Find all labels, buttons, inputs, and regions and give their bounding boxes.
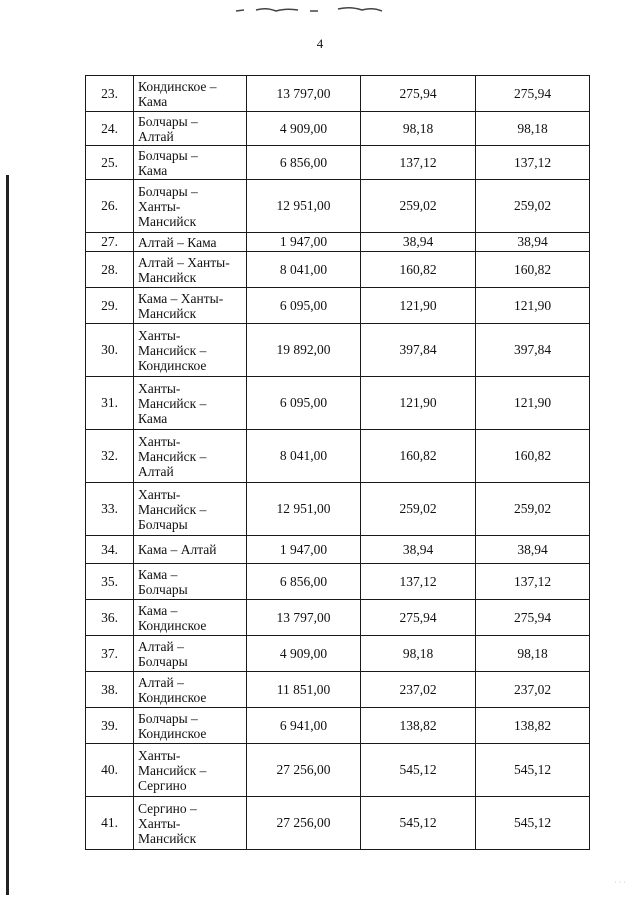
value2-cell: 545,12	[476, 797, 590, 850]
distance-cell: 4 909,00	[247, 636, 361, 672]
distance-cell: 6 095,00	[247, 288, 361, 324]
value1-cell: 275,94	[361, 76, 476, 112]
table-row	[86, 708, 590, 744]
row-number-cell: 32.	[86, 430, 134, 483]
page-number: 4	[316, 36, 324, 51]
value2-cell: 137,12	[476, 564, 590, 600]
route-cell: Алтай – Ханты- Мансийск	[134, 252, 247, 288]
route-cell: Кама – Алтай	[134, 536, 247, 564]
row-number-cell: 39.	[86, 708, 134, 744]
value2-cell: 98,18	[476, 112, 590, 146]
table-row	[86, 672, 590, 708]
value1-cell: 545,12	[361, 797, 476, 850]
route-cell: Ханты- Мансийск – Болчары	[134, 483, 247, 536]
row-number-cell: 23.	[86, 76, 134, 112]
distance-cell: 6 856,00	[247, 564, 361, 600]
value2-cell: 137,12	[476, 146, 590, 180]
table-row	[86, 564, 590, 600]
row-number-cell: 37.	[86, 636, 134, 672]
row-number-cell: 33.	[86, 483, 134, 536]
row-number-cell: 30.	[86, 324, 134, 377]
scan-dots: · · ·	[614, 878, 626, 887]
distance-cell: 13 797,00	[247, 76, 361, 112]
route-cell: Ханты- Мансийск – Кама	[134, 377, 247, 430]
value2-cell: 275,94	[476, 600, 590, 636]
row-number-cell: 31.	[86, 377, 134, 430]
route-cell: Кама – Ханты- Мансийск	[134, 288, 247, 324]
distance-cell: 4 909,00	[247, 112, 361, 146]
value1-cell: 160,82	[361, 430, 476, 483]
value1-cell: 237,02	[361, 672, 476, 708]
route-cell: Сергино – Ханты- Мансийск	[134, 797, 247, 850]
table-row	[86, 744, 590, 797]
table-row	[86, 636, 590, 672]
value2-cell: 160,82	[476, 252, 590, 288]
value2-cell: 38,94	[476, 233, 590, 252]
route-cell: Кама – Болчары	[134, 564, 247, 600]
value2-cell: 121,90	[476, 288, 590, 324]
row-number-cell: 40.	[86, 744, 134, 797]
value2-cell: 121,90	[476, 377, 590, 430]
table-row	[86, 288, 590, 324]
table-row	[86, 377, 590, 430]
distance-cell: 12 951,00	[247, 483, 361, 536]
distance-cell: 8 041,00	[247, 252, 361, 288]
value1-cell: 137,12	[361, 564, 476, 600]
value2-cell: 259,02	[476, 483, 590, 536]
value2-cell: 397,84	[476, 324, 590, 377]
value1-cell: 160,82	[361, 252, 476, 288]
table-row	[86, 430, 590, 483]
value1-cell: 121,90	[361, 288, 476, 324]
table-row	[86, 483, 590, 536]
table-row	[86, 146, 590, 180]
row-number-cell: 27.	[86, 233, 134, 252]
distance-cell: 11 851,00	[247, 672, 361, 708]
value1-cell: 259,02	[361, 483, 476, 536]
distance-cell: 6 856,00	[247, 146, 361, 180]
route-cell: Ханты- Мансийск – Сергино	[134, 744, 247, 797]
distance-cell: 6 095,00	[247, 377, 361, 430]
row-number-cell: 38.	[86, 672, 134, 708]
value2-cell: 259,02	[476, 180, 590, 233]
value1-cell: 121,90	[361, 377, 476, 430]
value1-cell: 38,94	[361, 536, 476, 564]
routes-table-body	[86, 76, 590, 850]
distance-cell: 19 892,00	[247, 324, 361, 377]
value1-cell: 545,12	[361, 744, 476, 797]
value1-cell: 98,18	[361, 636, 476, 672]
value1-cell: 98,18	[361, 112, 476, 146]
distance-cell: 27 256,00	[247, 744, 361, 797]
route-cell: Ханты- Мансийск – Кондинское	[134, 324, 247, 377]
routes-table	[85, 75, 590, 850]
table-row	[86, 112, 590, 146]
route-cell: Болчары – Ханты- Мансийск	[134, 180, 247, 233]
distance-cell: 1 947,00	[247, 233, 361, 252]
value1-cell: 138,82	[361, 708, 476, 744]
value2-cell: 38,94	[476, 536, 590, 564]
route-cell: Болчары – Алтай	[134, 112, 247, 146]
value2-cell: 275,94	[476, 76, 590, 112]
distance-cell: 1 947,00	[247, 536, 361, 564]
row-number-cell: 29.	[86, 288, 134, 324]
table-row	[86, 252, 590, 288]
value2-cell: 237,02	[476, 672, 590, 708]
distance-cell: 6 941,00	[247, 708, 361, 744]
scan-edge-bar	[6, 175, 9, 895]
value1-cell: 397,84	[361, 324, 476, 377]
route-cell: Алтай – Болчары	[134, 636, 247, 672]
value2-cell: 160,82	[476, 430, 590, 483]
table-row	[86, 797, 590, 850]
scan-artifact	[0, 4, 640, 16]
row-number-cell: 41.	[86, 797, 134, 850]
row-number-cell: 34.	[86, 536, 134, 564]
value1-cell: 38,94	[361, 233, 476, 252]
distance-cell: 12 951,00	[247, 180, 361, 233]
table-row	[86, 180, 590, 233]
route-cell: Алтай – Кондинское	[134, 672, 247, 708]
value1-cell: 275,94	[361, 600, 476, 636]
route-cell: Болчары – Кама	[134, 146, 247, 180]
route-cell: Ханты- Мансийск – Алтай	[134, 430, 247, 483]
value2-cell: 138,82	[476, 708, 590, 744]
value1-cell: 137,12	[361, 146, 476, 180]
distance-cell: 8 041,00	[247, 430, 361, 483]
row-number-cell: 35.	[86, 564, 134, 600]
distance-cell: 13 797,00	[247, 600, 361, 636]
route-cell: Кама – Кондинское	[134, 600, 247, 636]
table-row	[86, 76, 590, 112]
table-row	[86, 600, 590, 636]
row-number-cell: 36.	[86, 600, 134, 636]
value2-cell: 545,12	[476, 744, 590, 797]
row-number-cell: 24.	[86, 112, 134, 146]
row-number-cell: 25.	[86, 146, 134, 180]
value1-cell: 259,02	[361, 180, 476, 233]
route-cell: Болчары – Кондинское	[134, 708, 247, 744]
route-cell: Кондинское – Кама	[134, 76, 247, 112]
table-row	[86, 324, 590, 377]
table-row	[86, 536, 590, 564]
distance-cell: 27 256,00	[247, 797, 361, 850]
value2-cell: 98,18	[476, 636, 590, 672]
row-number-cell: 28.	[86, 252, 134, 288]
route-cell: Алтай – Кама	[134, 233, 247, 252]
row-number-cell: 26.	[86, 180, 134, 233]
table-row	[86, 233, 590, 252]
